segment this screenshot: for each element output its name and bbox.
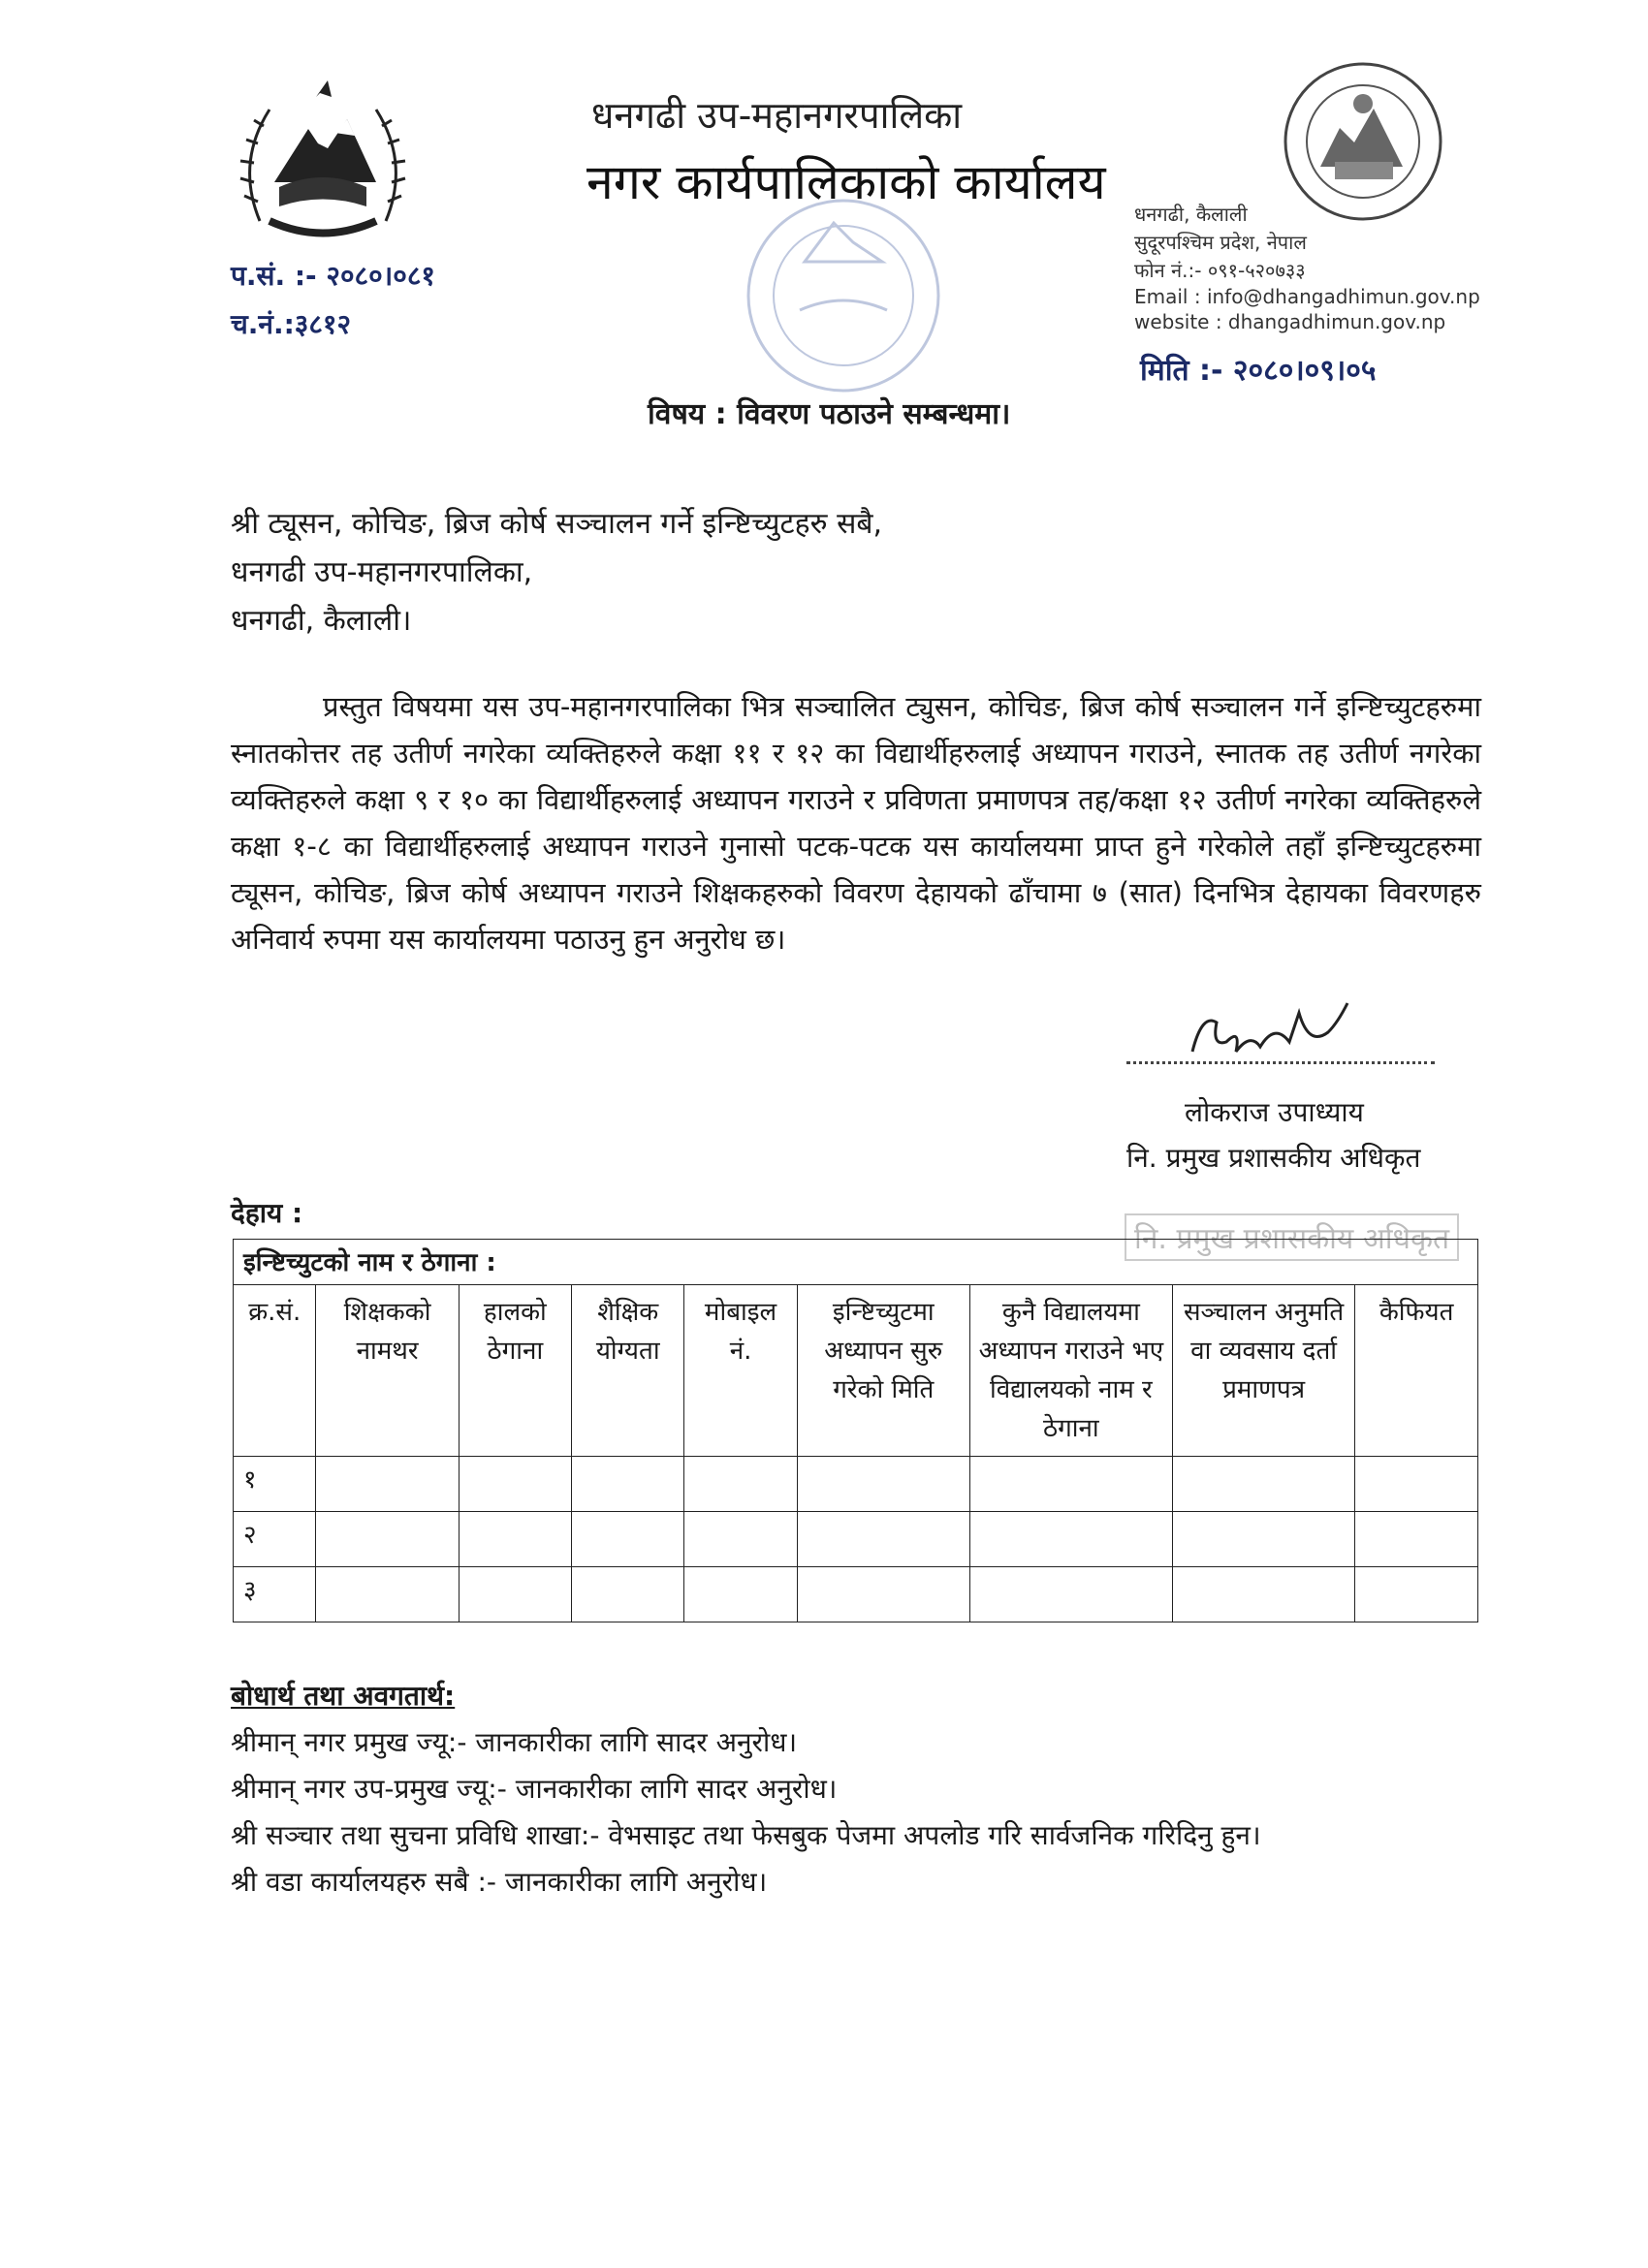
nepal-emblem-logo bbox=[231, 76, 415, 250]
table-row bbox=[234, 1457, 1478, 1512]
column-header: हालको ठेगाना bbox=[459, 1285, 571, 1457]
letter-body: प्रस्तुत विषयमा यस उप-महानगरपालिका भित्र सञ्चालित ट्युसन, कोचिङ, ब्रिज कोर्ष सञ्चालन गर्ने इन्ष्टिच्युटहरुमा स्नातकोत्तर तह उतीर्ण नगरेका व्यक्तिहरुले कक्षा ११ र १२ का विद्यार्थीहरुलाई अध्यापन गराउने, स्नातक तह उतीर्ण नगरेका व्यक्तिहरुले कक्षा ९ र १० का विद्यार्थीहरुलाई अध्यापन गराउने र प्रविणता प्रमाणपत्र तह/कक्षा १२ उतीर्ण नगरेका व्यक्तिहरुले कक्षा १-८ का विद्यार्थीहरुलाई अध्यापन गराउने गुनासो पटक-पटक यस कार्यालयमा प्राप्त हुने गरेकोले तहाँ इन्ष्टिच्युटहरुमा ट्यूसन, कोचिङ, ब्रिज कोर्ष अध्यापन गराउने शिक्षकहरुको विवरण देहायको ढाँचामा ७ (सात) दिनभित्र देहायका विवरणहरु अनिवार्य रुपमा यस कार्यालयमा पठाउनु हुन अनुरोध छ। bbox=[231, 690, 1481, 956]
reference-number: प.सं. :- २०८०।०८१ bbox=[231, 260, 435, 292]
signature-line bbox=[1126, 1061, 1435, 1064]
cc-title: बोधार्थ तथा अवगतार्थ: bbox=[231, 1680, 456, 1712]
cc-item: श्री सञ्चार तथा सुचना प्रविधि शाखा:- वेभसाइट तथा फेसबुक पेजमा अपलोड गरि सार्वजनिक गरिदिनु हुन। bbox=[231, 1819, 1261, 1851]
letter-date: मिति :- २०८०।०९।०५ bbox=[1140, 354, 1377, 388]
row-number: १ bbox=[234, 1457, 316, 1512]
office-website: website : dhangadhimun.gov.np bbox=[1134, 310, 1446, 333]
office-phone: फोन नं.:- ०९१-५२०७३३ bbox=[1134, 259, 1306, 282]
table-row bbox=[234, 1567, 1478, 1622]
table-caption: इन्ष्टिच्युटको नाम र ठेगाना : bbox=[234, 1240, 1478, 1285]
cc-item: श्रीमान् नगर उप-प्रमुख ज्यू:- जानकारीका लागि सादर अनुरोध। bbox=[231, 1773, 838, 1805]
column-header: शैक्षिक योग्यता bbox=[572, 1285, 684, 1457]
letter-subject: विषय : विवरण पठाउने सम्बन्धमा। bbox=[648, 397, 1011, 431]
teacher-details-table bbox=[233, 1239, 1478, 1622]
handwritten-signature bbox=[1183, 993, 1357, 1071]
municipality-name: धनगढी उप-महानगरपालिका bbox=[591, 94, 963, 137]
office-address-city: धनगढी, कैलाली bbox=[1134, 203, 1248, 226]
row-number: ३ bbox=[234, 1567, 316, 1622]
row-number: २ bbox=[234, 1512, 316, 1567]
designation-stamp: नि. प्रमुख प्रशासकीय अधिकृत bbox=[1125, 1213, 1459, 1261]
table-row bbox=[234, 1512, 1478, 1567]
column-header: इन्ष्टिच्युटमा अध्यापन सुरु गरेको मिति bbox=[797, 1285, 969, 1457]
table-header-row bbox=[234, 1285, 1478, 1457]
signatory-name: लोकराज उपाध्याय bbox=[1185, 1096, 1364, 1128]
addressee-line-2: धनगढी उप-महानगरपालिका, bbox=[231, 555, 533, 589]
office-stamp bbox=[698, 194, 989, 417]
annex-label: देहाय : bbox=[231, 1197, 303, 1229]
office-name: नगर कार्यपालिकाको कार्यालय bbox=[586, 154, 1106, 210]
column-header: सञ्चालन अनुमति वा व्यवसाय दर्ता प्रमाणपत्र bbox=[1172, 1285, 1354, 1457]
dispatch-number: च.नं.:३८१२ bbox=[231, 308, 352, 340]
signatory-title: नि. प्रमुख प्रशासकीय अधिकृत bbox=[1126, 1142, 1421, 1174]
municipality-seal-logo bbox=[1282, 60, 1444, 223]
column-header: कैफियत bbox=[1355, 1285, 1478, 1457]
addressee-line-1: श्री ट्यूसन, कोचिङ, ब्रिज कोर्ष सञ्चालन गर्ने इन्ष्टिच्युटहरु सबै, bbox=[231, 507, 883, 541]
addressee-line-3: धनगढी, कैलाली। bbox=[231, 604, 412, 638]
column-header: क्र.सं. bbox=[234, 1285, 316, 1457]
column-header: मोबाइल नं. bbox=[684, 1285, 797, 1457]
office-address-province: सुदूरपश्चिम प्रदेश, नेपाल bbox=[1134, 231, 1307, 254]
cc-item: श्रीमान् नगर प्रमुख ज्यू:- जानकारीका लागि सादर अनुरोध। bbox=[231, 1726, 798, 1758]
office-email: Email : info@dhangadhimun.gov.np bbox=[1134, 285, 1480, 308]
column-header: कुनै विद्यालयमा अध्यापन गराउने भए विद्यालयको नाम र ठेगाना bbox=[969, 1285, 1172, 1457]
cc-item: श्री वडा कार्यालयहरु सबै :- जानकारीका लागि अनुरोध। bbox=[231, 1866, 768, 1898]
column-header: शिक्षकको नामथर bbox=[316, 1285, 459, 1457]
